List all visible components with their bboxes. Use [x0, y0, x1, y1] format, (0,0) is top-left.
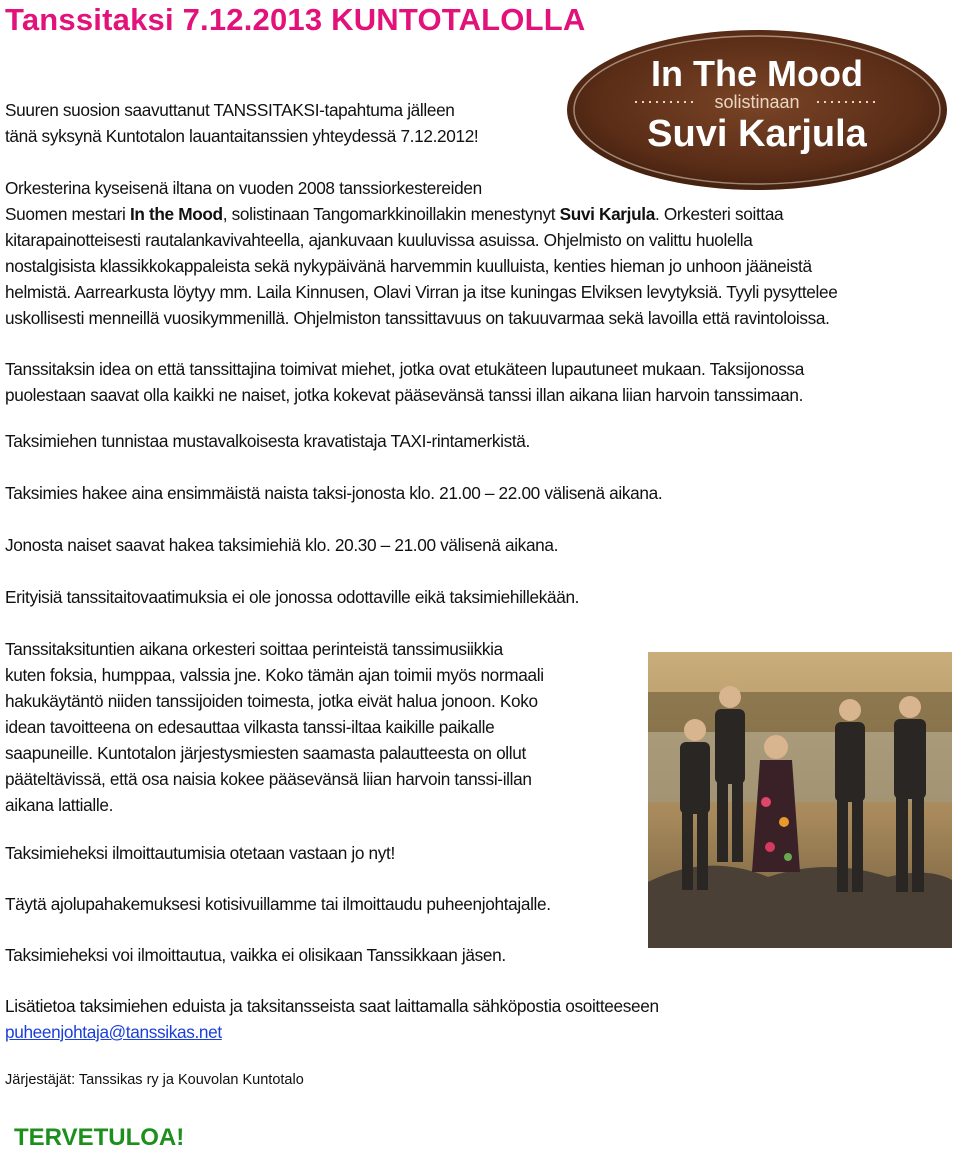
band-name: In the Mood — [129, 204, 223, 224]
idea-line-1: Tanssitaksin idea on että tanssittajina toimivat miehet, jotka ovat etukäteen lupautuneet mukaan. Taksijonossa — [5, 359, 804, 379]
info-line-1: Lisätietoa taksimiehen eduista ja taksitansseista saat laittamalla sähköpostia osoitteeseen — [5, 996, 659, 1016]
normal-line-1: Tanssitaksituntien aikana orkesteri soittaa perinteistä tanssimusiikkia — [5, 639, 503, 659]
intro-line-1: Suuren suosion saavuttanut TANSSITAKSI-tapahtuma jälleen — [5, 100, 455, 120]
intro-line-2: tänä syksynä Kuntotalon lauantaitanssien yhteydessä 7.12.2012! — [5, 126, 479, 146]
orchestra-line-3: kitarapainotteisesti rautalankavivahteella, ajankuvaan kuuluvissa asuissa. Ohjelmisto on valittu huolella — [5, 230, 753, 250]
form-text: Täytä ajolupahakemuksesi kotisivuillamme tai ilmoittaudu puheenjohtajalle. — [5, 894, 551, 914]
info-paragraph — [5, 993, 946, 1045]
orchestra-paragraph — [5, 175, 946, 331]
band-logo — [563, 28, 951, 192]
skills-text: Erityisiä tanssitaitovaatimuksia ei ole jonossa odottaville eikä taksimiehillekään. — [5, 587, 580, 607]
logo-line1: In The Mood — [651, 53, 863, 94]
orchestra-line-2b: , solistinaan Tangomarkkinoillakin menestynyt — [222, 204, 560, 224]
normal-line-2: kuten foksia, humppaa, valssia jne. Koko tämän ajan toimii myös normaali — [5, 665, 544, 685]
normal-line-7: aikana lattialle. — [5, 795, 114, 815]
normal-practice-paragraph — [5, 636, 639, 818]
idea-line-2: puolestaan saavat olla kaikki ne naiset, jotka kokevat pääsevänsä tanssi illan aikana liian harvoin tanssimaan. — [5, 385, 804, 405]
logo-line2: solistinaan — [714, 92, 800, 112]
orchestra-line-2a: Suomen mestari — [5, 204, 130, 224]
normal-line-6: pääteltävissä, että osa naisia kokee pääsevänsä liian harvoin tanssi-illan — [5, 769, 532, 789]
singer-name: Suvi Karjula — [559, 204, 655, 224]
organizers-text: Järjestäjät: Tanssikas ry ja Kouvolan Kuntotalo — [5, 1072, 304, 1088]
queue-time-text: Jonosta naiset saavat hakea taksimiehiä klo. 20.30 – 21.00 välisenä aikana. — [5, 535, 559, 555]
nonmember-text: Taksimieheksi voi ilmoittautua, vaikka ei olisikaan Tanssikkaan jäsen. — [5, 945, 506, 965]
fetch-time-text: Taksimies hakee aina ensimmäistä naista taksi-jonosta klo. 21.00 – 22.00 välisenä aikana. — [5, 483, 663, 503]
orchestra-line-6: uskollisesti menneillä vuosikymmenillä. Ohjelmiston tanssittavuus on takuuvarmaa sekä lavoilla että ravintoloissa. — [5, 308, 830, 328]
normal-line-5: saapuneille. Kuntotalon järjestysmiesten saamasta palautteesta on ollut — [5, 743, 526, 763]
normal-line-3: hakukäytäntö niiden tanssijoiden toimesta, jotka eivät halua jonoon. Koko — [5, 691, 538, 711]
orchestra-line-1: Orkesterina kyseisenä iltana on vuoden 2008 tanssiorkestereiden — [5, 178, 482, 198]
orchestra-line-4: nostalgisista klassikkokappaleista sekä nykypäivänä harvemmin kuulluista, kenties hieman jo unhoon jääneistä — [5, 256, 812, 276]
orchestra-line-5: helmistä. Aarrearkusta löytyy mm. Laila Kinnusen, Olavi Virran ja itse kuningas Elviksen levytyksiä. Tyyli pysyttelee — [5, 282, 838, 302]
idea-paragraph — [5, 356, 946, 408]
email-link[interactable]: puheenjohtaja@tanssikas.net — [5, 1022, 222, 1042]
orchestra-line-2c: . Orkesteri soittaa — [654, 204, 784, 224]
intro-paragraph — [5, 97, 478, 149]
page-title: Tanssitaksi 7.12.2013 KUNTOTALOLLA — [5, 2, 586, 37]
signup-text: Taksimieheksi ilmoittautumisia otetaan vastaan jo nyt! — [5, 843, 395, 863]
welcome-text: TERVETULOA! — [14, 1124, 185, 1151]
normal-line-4: idean tavoitteena on edesauttaa vilkasta tanssi-iltaa kaikille paikalle — [5, 717, 495, 737]
logo-line3: Suvi Karjula — [647, 113, 867, 155]
recognize-text: Taksimiehen tunnistaa mustavalkoisesta kravatistaja TAXI-rintamerkistä. — [5, 431, 530, 451]
